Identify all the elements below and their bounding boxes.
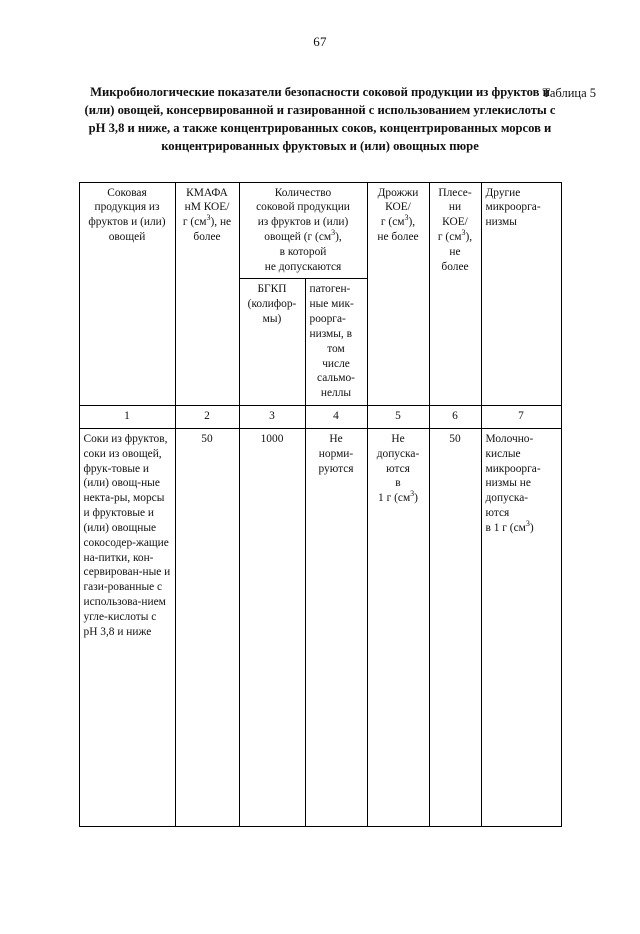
header-cell-yeast (367, 182, 429, 406)
cell-other-line4: низмы не (485, 477, 531, 490)
header-other-line1: Другие (485, 186, 521, 199)
cell-product-name: Соки из фруктов, соки из овощей, фрук-товые и (или) овощ-ные некта-ры, морсы и фруктовые и (или) овощные сокосодер-жащие на-питки, кон-сервирован-ные и гази-рованные с использова-нием угле-кислоты с рН 3,8 и ниже (79, 428, 175, 826)
cell-other-line3: микроорга- (485, 462, 541, 475)
header-pathogens-line3: роорга- (309, 313, 346, 326)
cell-yeast-line3: ются (386, 462, 410, 475)
header-group-line2: соковой продукции (256, 201, 350, 214)
cell-other-line5: допуска- (485, 492, 529, 505)
cell-other-line1: Молочно- (485, 432, 534, 445)
cell-yeast-line4: в (395, 477, 401, 490)
cell-yeast-line5 (372, 491, 425, 506)
column-number-5: 5 (367, 406, 429, 429)
header-other-line3: низмы (485, 216, 517, 229)
header-kmafanm-line2: нМ КОЕ/ (184, 201, 230, 214)
cell-bgkp-value: 1000 (239, 428, 305, 826)
header-kmafanm-line1: КМАФА (186, 186, 228, 199)
cell-other-unit: в 1 г (см (485, 521, 526, 534)
cell-yeast-line6: ) (414, 492, 418, 505)
header-kmafanm-line4: ), не более (193, 216, 232, 243)
header-yeast-sup: 3 (404, 213, 409, 223)
header-group-line3: из фруктов и (или) (257, 216, 349, 229)
column-number-6: 6 (429, 406, 481, 429)
page-title: Микробиологические показатели безопасности соковой продукции из фруктов и (или) овощей, консервированной и газированной с использованием углекислоты с рН 3,8 и ниже, а также концентрированных соков, концентрированных морсов и концентрированных фруктовых и (или) овощных пюре (84, 85, 556, 153)
header-mold-line5: ), не (449, 230, 473, 258)
header-cell-bgkp (239, 279, 305, 406)
cell-mold-value: 50 (429, 428, 481, 826)
header-cell-kmafanm (175, 182, 239, 406)
header-mold-line6: более (441, 260, 469, 273)
cell-pathogens-line1: Не (329, 432, 343, 445)
column-number-2: 2 (175, 406, 239, 429)
cell-other-line6: ются (485, 507, 510, 520)
header-group-line7: не допускаются (264, 260, 342, 273)
header-mold-line3: КОЕ/ (442, 216, 468, 229)
cell-pathogens-value (305, 428, 367, 826)
cell-yeast-unit: 1 г (см (378, 492, 411, 505)
header-pathogens-line4: низмы, в (309, 327, 352, 340)
cell-pathogens-line2: норми- (318, 447, 354, 460)
cell-yeast-sup: 3 (410, 489, 415, 499)
header-pathogens-line2: ные мик- (309, 298, 354, 311)
header-group-line1: Количество (274, 186, 332, 199)
header-mold-line4: г (см (437, 230, 462, 243)
header-pathogens-line5: том (327, 342, 345, 355)
column-number-4: 4 (305, 406, 367, 429)
table-header-row (79, 182, 561, 279)
header-pathogens-line8: неллы (320, 387, 352, 400)
header-other-line2: микроорга- (485, 201, 541, 214)
header-pathogens-line6: числе (322, 357, 350, 370)
cell-pathogens-line3: руются (318, 462, 354, 475)
cell-other-line2: кислые (485, 447, 521, 460)
header-pathogens-line1: патоген- (309, 283, 351, 296)
cell-kmafanm-value: 50 (175, 428, 239, 826)
header-cell-pathogens (305, 279, 367, 406)
header-mold-line2: ни (448, 201, 462, 214)
header-cell-quantity-group (239, 182, 367, 279)
header-pathogens-line7: сальмо- (317, 372, 355, 385)
header-kmafanm-sup: 3 (206, 213, 211, 223)
microbiological-indicators-table (79, 182, 562, 827)
header-group-sup: 3 (331, 228, 336, 238)
cell-other-line8: ) (529, 521, 534, 534)
header-product-text: Соковая продукция из фруктов и (или) овощей (88, 186, 166, 243)
header-bgkp-line3: мы) (262, 313, 282, 326)
cell-other-line7 (486, 521, 557, 536)
header-group-line5: ), (335, 230, 342, 243)
table-row (79, 428, 561, 826)
header-group-line4: овощей (г (см (264, 230, 332, 243)
cell-yeast-line2: допуска- (376, 447, 420, 460)
column-number-3: 3 (239, 406, 305, 429)
table-caption: Таблица 5 (542, 86, 596, 100)
column-number-7: 7 (481, 406, 561, 429)
cell-yeast-line1: Не (391, 432, 405, 445)
header-yeast-line4: ), (408, 216, 416, 229)
header-yeast-line5: не более (377, 230, 419, 243)
header-yeast-line3: г (см (380, 216, 405, 229)
page-number: 67 (313, 34, 327, 49)
table-numbering-row (79, 406, 561, 429)
header-cell-product (79, 182, 175, 406)
column-number-1: 1 (79, 406, 175, 429)
header-kmafanm-line3: г (см (182, 216, 207, 229)
cell-other-sup: 3 (525, 519, 530, 529)
document-page (0, 34, 640, 934)
cell-other-value (481, 428, 561, 826)
header-yeast-line2: КОЕ/ (385, 201, 411, 214)
header-mold-sup: 3 (461, 228, 466, 238)
cell-yeast-value (367, 428, 429, 826)
header-cell-other (481, 182, 561, 406)
header-bgkp-line1: БГКП (257, 283, 287, 296)
header-mold-line1: Плесе- (438, 186, 472, 199)
header-bgkp-line2: (колифор- (247, 298, 297, 311)
header-cell-mold (429, 182, 481, 406)
header-yeast-line1: Дрожжи (377, 186, 419, 199)
header-group-line6: в которой (279, 245, 327, 258)
